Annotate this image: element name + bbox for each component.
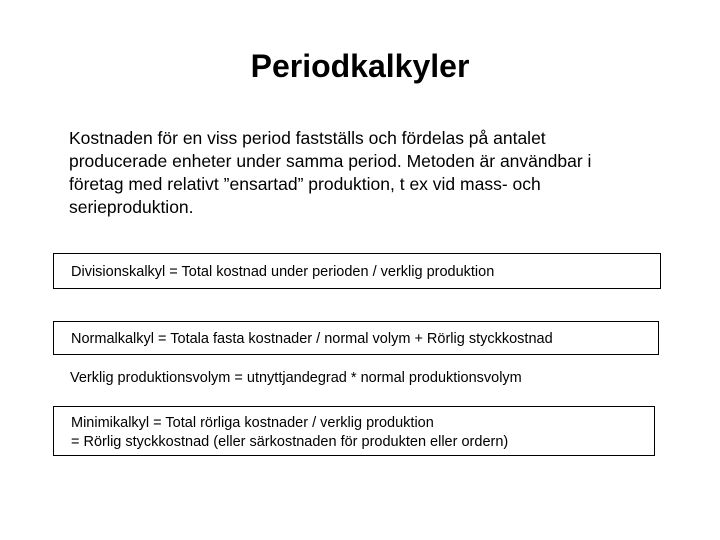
intro-line: företag med relativt ”ensartad” produktion, t ex vid mass- och xyxy=(69,174,541,194)
intro-line: Kostnaden för en viss period fastställs och fördelas på antalet xyxy=(69,128,546,148)
intro-line: serieproduktion. xyxy=(69,197,194,217)
minimum-formula-line: = Rörlig styckkostnad (eller särkostnaden för produkten eller ordern) xyxy=(71,434,509,450)
minimum-formula-line: Minimikalkyl = Total rörliga kostnader / verklig produktion xyxy=(71,415,434,431)
normal-formula: Normalkalkyl = Totala fasta kostnader / normal volym + Rörlig styckkostnad xyxy=(71,331,553,347)
normal-formula-box xyxy=(53,321,659,355)
minimum-formula-box xyxy=(53,406,655,456)
intro-paragraph xyxy=(69,127,709,219)
division-formula: Divisionskalkyl = Total kostnad under perioden / verklig produktion xyxy=(71,264,495,280)
actual-volume-formula: Verklig produktionsvolym = utnyttjandegrad * normal produktionsvolym xyxy=(70,370,522,386)
division-formula-box xyxy=(53,253,661,289)
page-title: Periodkalkyler xyxy=(250,48,470,84)
intro-line: producerade enheter under samma period. Metoden är användbar i xyxy=(69,151,592,171)
